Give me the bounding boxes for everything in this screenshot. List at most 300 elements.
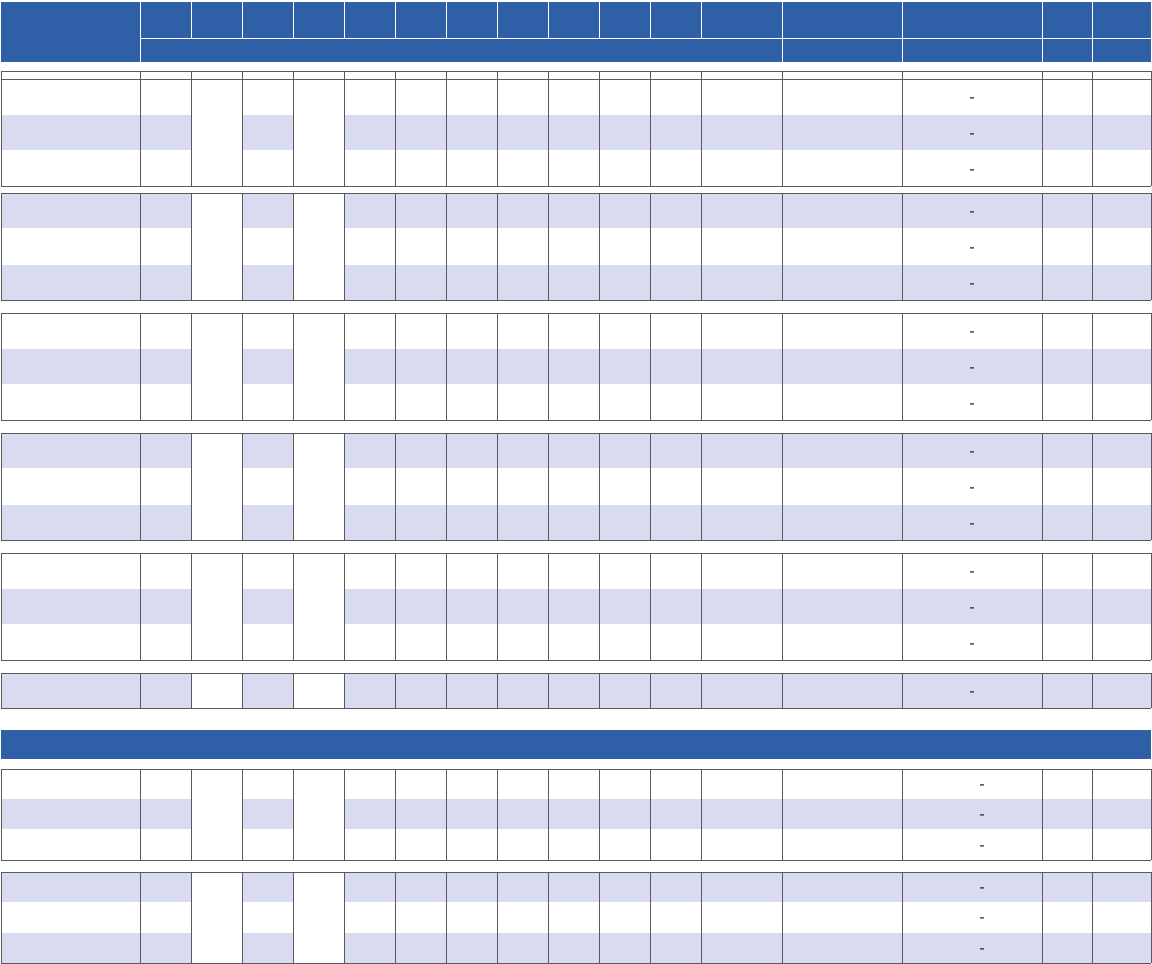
grid-vline: [782, 313, 783, 420]
grid-vline: [1092, 673, 1093, 708]
cell-alpha: [1042, 902, 1092, 932]
cell-l2: [599, 625, 650, 660]
grid-hline: [1, 433, 1151, 434]
cell-de: [446, 313, 497, 348]
cell-l: [548, 505, 599, 540]
cell-h: [242, 433, 293, 468]
grid-vline: [293, 769, 294, 860]
grid-vline: [446, 313, 447, 420]
cell-dinam-c: [782, 872, 842, 902]
header-divider: [242, 2, 243, 38]
grid-vline: [446, 673, 447, 708]
cell-l2: [599, 313, 650, 348]
cell-h: [242, 469, 293, 504]
grid-vline: [1, 553, 2, 660]
grid-vline: [1092, 193, 1093, 300]
cell-l2: [599, 673, 650, 708]
tolerance-d: [191, 313, 242, 420]
cell-lf: [650, 115, 701, 150]
cell-gioco-dash: -: [979, 908, 985, 926]
grid-hline: [1, 540, 1151, 541]
cell-peso: [1092, 872, 1151, 902]
grid-vline: [1092, 872, 1093, 963]
tolerance-d: [191, 79, 242, 300]
cell-m6g: [701, 265, 782, 300]
cell-stat-co: [842, 79, 902, 114]
header-divider: [650, 2, 651, 38]
grid-vline: [446, 433, 447, 540]
grid-hline: [1, 193, 1151, 194]
cell-stat-co: [842, 229, 902, 264]
article-code: [1, 589, 147, 624]
cell-dinam-c: [782, 349, 842, 384]
grid-hline: [1, 300, 1151, 301]
grid-vline: [902, 193, 903, 300]
cell-de: [446, 193, 497, 228]
cell-d: [140, 313, 191, 348]
cell-d1: [344, 313, 395, 348]
cell-gioco-max: [982, 193, 1040, 228]
cell-peso: [1092, 830, 1151, 860]
grid-vline: [548, 553, 549, 660]
cell-l: [548, 799, 599, 829]
cell-h: [242, 830, 293, 860]
cell-lf: [650, 505, 701, 540]
cell-dinam-c: [782, 385, 842, 420]
cell-d1: [344, 349, 395, 384]
grid-hline: [1, 313, 1151, 314]
cell-d1: [344, 625, 395, 660]
cell-h: [242, 115, 293, 150]
cell-gioco-min: [906, 589, 962, 624]
grid-vline: [599, 313, 600, 420]
cell-d1: [344, 872, 395, 902]
cell-stat-co: [842, 933, 902, 963]
cell-alpha: [1042, 933, 1092, 963]
cell-l: [548, 229, 599, 264]
grid-vline: [548, 71, 549, 79]
cell-h1: [497, 933, 548, 963]
cell-de: [446, 151, 497, 186]
cell-gioco-dash: -: [969, 597, 975, 616]
cell-d1: [344, 265, 395, 300]
tolerance-h: [293, 553, 344, 708]
cell-de: [446, 625, 497, 660]
cell-m6g: [701, 553, 782, 588]
header-col-coef: [782, 2, 902, 38]
cell-de: [446, 349, 497, 384]
grid-vline: [599, 553, 600, 660]
cell-gioco-dash: -: [969, 237, 975, 256]
cell-d1: [344, 505, 395, 540]
cell-gioco-min: [906, 385, 962, 420]
cell-m6g: [701, 769, 782, 799]
cell-m6g: [701, 673, 782, 708]
grid-vline: [1042, 872, 1043, 963]
cell-d1: [344, 553, 395, 588]
cell-l2: [599, 469, 650, 504]
cell-h1: [497, 553, 548, 588]
cell-l1: [395, 553, 446, 588]
article-code: [1, 229, 147, 264]
cell-h: [242, 933, 293, 963]
cell-h: [242, 313, 293, 348]
article-code: [1, 313, 147, 348]
cell-dinam-c: [782, 433, 842, 468]
grid-vline: [599, 193, 600, 300]
cell-h1: [497, 589, 548, 624]
cell-h1: [497, 385, 548, 420]
cell-m6g: [701, 349, 782, 384]
grid-hline: [1, 660, 1151, 661]
grid-vline: [446, 71, 447, 79]
header-col-l2: [599, 2, 650, 38]
header-unit-mm: [140, 38, 782, 62]
grid-hline: [1, 71, 1151, 72]
cell-h: [242, 553, 293, 588]
grid-vline: [782, 872, 783, 963]
cell-gioco-max: [982, 385, 1040, 420]
cell-l2: [599, 193, 650, 228]
cell-lf: [650, 313, 701, 348]
grid-vline: [1092, 433, 1093, 540]
grid-vline: [902, 313, 903, 420]
cell-l1: [395, 589, 446, 624]
grid-vline: [293, 193, 294, 300]
cell-h: [242, 505, 293, 540]
grid-vline: [1, 769, 2, 860]
cell-l1: [395, 830, 446, 860]
cell-alpha: [1042, 469, 1092, 504]
cell-l: [548, 625, 599, 660]
grid-vline: [1, 79, 2, 186]
cell-peso: [1092, 151, 1151, 186]
cell-gioco-dash: -: [979, 939, 985, 957]
cell-stat-co: [842, 193, 902, 228]
grid-vline: [650, 71, 651, 79]
cell-h1: [497, 349, 548, 384]
header-col-d: [140, 2, 191, 38]
grid-vline: [701, 553, 702, 660]
cell-m6g: [701, 799, 782, 829]
cell-l: [548, 553, 599, 588]
cell-d1: [344, 673, 395, 708]
article-code: [1, 933, 147, 963]
grid-vline: [293, 79, 294, 186]
cell-d: [140, 193, 191, 228]
header-divider: [1042, 38, 1043, 62]
cell-l: [548, 349, 599, 384]
grid-vline: [140, 193, 141, 300]
cell-alpha: [1042, 313, 1092, 348]
cell-gioco-min: [906, 265, 962, 300]
tolerance-h: [293, 769, 344, 860]
cell-dinam-c: [782, 553, 842, 588]
grid-vline: [548, 193, 549, 300]
cell-alpha: [1042, 769, 1092, 799]
cell-gioco-dash: -: [969, 201, 975, 220]
cell-gioco-max: [982, 265, 1040, 300]
cell-gioco-min: [906, 799, 974, 829]
grid-vline: [1042, 673, 1043, 708]
cell-dinam-c: [782, 505, 842, 540]
cell-peso: [1092, 433, 1151, 468]
cell-h: [242, 872, 293, 902]
grid-vline: [497, 313, 498, 420]
header-divider: [701, 2, 702, 38]
cell-dinam-c: [782, 193, 842, 228]
cell-lf: [650, 872, 701, 902]
cell-dinam-c: [782, 151, 842, 186]
cell-dinam-c: [782, 830, 842, 860]
cell-alpha: [1042, 625, 1092, 660]
cell-de: [446, 79, 497, 114]
cell-gioco-max: [982, 553, 1040, 588]
cell-gioco-min: [906, 902, 974, 932]
grid-vline: [701, 313, 702, 420]
cell-d1: [344, 469, 395, 504]
grid-vline: [599, 673, 600, 708]
cell-lf: [650, 193, 701, 228]
cell-alpha: [1042, 433, 1092, 468]
grid-vline: [344, 769, 345, 860]
cell-h1: [497, 769, 548, 799]
cell-l: [548, 193, 599, 228]
grid-vline: [344, 433, 345, 540]
cell-l1: [395, 673, 446, 708]
cell-gioco-dash: -: [979, 836, 985, 854]
cell-peso: [1092, 229, 1151, 264]
header-col-alpha: [1042, 2, 1092, 38]
cell-h1: [497, 229, 548, 264]
header-col-td: [191, 2, 242, 38]
cell-alpha: [1042, 79, 1092, 114]
grid-vline: [650, 872, 651, 963]
cell-d: [140, 469, 191, 504]
grid-vline: [902, 769, 903, 860]
cell-stat-co: [842, 830, 902, 860]
article-code: [1, 769, 147, 799]
cell-l: [548, 872, 599, 902]
grid-vline: [782, 193, 783, 300]
cell-gioco-max: [982, 933, 1040, 963]
header-col-l1: [395, 2, 446, 38]
grid-vline: [395, 673, 396, 708]
grid-vline: [650, 769, 651, 860]
grid-vline: [902, 872, 903, 963]
cell-l1: [395, 151, 446, 186]
grid-vline: [1, 193, 2, 300]
grid-vline: [497, 193, 498, 300]
cell-peso: [1092, 193, 1151, 228]
cell-gioco-min: [906, 769, 974, 799]
cell-m6g: [701, 625, 782, 660]
cell-dinam-c: [782, 115, 842, 150]
cell-de: [446, 673, 497, 708]
grid-vline: [1092, 79, 1093, 186]
cell-peso: [1092, 313, 1151, 348]
cell-peso: [1092, 625, 1151, 660]
article-code: [1, 553, 147, 588]
cell-d1: [344, 433, 395, 468]
cell-l: [548, 265, 599, 300]
cell-lf: [650, 625, 701, 660]
grid-vline: [650, 673, 651, 708]
cell-l1: [395, 79, 446, 114]
cell-gioco-dash: -: [969, 123, 975, 142]
cell-peso: [1092, 799, 1151, 829]
cell-gioco-min: [906, 505, 962, 540]
cell-dinam-c: [782, 229, 842, 264]
grid-vline: [242, 193, 243, 300]
cell-gioco-dash: -: [969, 561, 975, 580]
article-code: [1, 625, 147, 660]
grid-vline: [548, 79, 549, 186]
grid-vline: [395, 553, 396, 660]
cell-gioco-min: [906, 229, 962, 264]
cell-m6g: [701, 830, 782, 860]
cell-lf: [650, 673, 701, 708]
cell-l1: [395, 933, 446, 963]
article-code: [1, 385, 147, 420]
cell-h: [242, 229, 293, 264]
grid-vline: [701, 433, 702, 540]
cell-d1: [344, 229, 395, 264]
cell-l2: [599, 265, 650, 300]
header-col-peso: [1092, 2, 1151, 38]
grid-vline: [1, 872, 2, 963]
cell-l2: [599, 349, 650, 384]
cell-l2: [599, 830, 650, 860]
grid-vline: [902, 433, 903, 540]
grid-vline: [140, 553, 141, 660]
grid-vline: [497, 71, 498, 79]
cell-de: [446, 769, 497, 799]
cell-d: [140, 769, 191, 799]
grid-vline: [1042, 71, 1043, 79]
grid-vline: [902, 673, 903, 708]
cell-peso: [1092, 265, 1151, 300]
article-code: [1, 505, 147, 540]
grid-hline: [1, 708, 1151, 709]
grid-vline: [446, 79, 447, 186]
grid-vline: [140, 673, 141, 708]
cell-de: [446, 933, 497, 963]
grid-vline: [242, 553, 243, 660]
cell-gioco-min: [906, 933, 974, 963]
cell-gioco-max: [982, 349, 1040, 384]
grid-vline: [1092, 71, 1093, 79]
cell-gioco-min: [906, 433, 962, 468]
cell-stat-co: [842, 505, 902, 540]
grid-vline: [782, 673, 783, 708]
article-code: [1, 349, 147, 384]
cell-gioco-max: [982, 769, 1040, 799]
grid-vline: [497, 553, 498, 660]
header-divider: [599, 2, 600, 38]
grid-vline: [191, 193, 192, 300]
grid-vline: [1042, 313, 1043, 420]
grid-vline: [293, 872, 294, 963]
cell-de: [446, 553, 497, 588]
cell-h: [242, 769, 293, 799]
article-code: [1, 673, 147, 708]
cell-lf: [650, 433, 701, 468]
grid-vline: [701, 673, 702, 708]
cell-gioco-dash: -: [979, 878, 985, 896]
cell-lf: [650, 469, 701, 504]
cell-de: [446, 115, 497, 150]
header-divider: [446, 2, 447, 38]
tolerance-d: [191, 769, 242, 860]
grid-vline: [701, 193, 702, 300]
cell-h: [242, 625, 293, 660]
cell-gioco-min: [906, 830, 974, 860]
cell-dinam-c: [782, 625, 842, 660]
cell-lf: [650, 553, 701, 588]
cell-h: [242, 902, 293, 932]
cell-lf: [650, 902, 701, 932]
cell-d1: [344, 115, 395, 150]
cell-d: [140, 933, 191, 963]
grid-vline: [191, 553, 192, 660]
grid-vline: [782, 433, 783, 540]
grid-vline: [902, 79, 903, 186]
grid-vline: [902, 71, 903, 79]
cell-l2: [599, 151, 650, 186]
cell-h1: [497, 151, 548, 186]
cell-gioco-max: [982, 229, 1040, 264]
cell-l1: [395, 313, 446, 348]
grid-vline: [140, 433, 141, 540]
grid-vline: [344, 79, 345, 186]
grid-vline: [548, 433, 549, 540]
cell-l1: [395, 902, 446, 932]
cell-d1: [344, 830, 395, 860]
cell-gioco-max: [982, 313, 1040, 348]
grid-vline: [599, 769, 600, 860]
cell-stat-co: [842, 313, 902, 348]
cell-gioco-min: [906, 349, 962, 384]
article-code: [1, 469, 147, 504]
cell-m6g: [701, 469, 782, 504]
cell-alpha: [1042, 830, 1092, 860]
cell-d: [140, 151, 191, 186]
article-code: [1, 902, 147, 932]
cell-h: [242, 265, 293, 300]
grid-vline: [1042, 433, 1043, 540]
cell-stat-co: [842, 115, 902, 150]
cell-lf: [650, 385, 701, 420]
cell-l: [548, 433, 599, 468]
cell-lf: [650, 589, 701, 624]
cell-de: [446, 902, 497, 932]
header-col-h: [242, 2, 293, 38]
cell-gioco-min: [906, 151, 962, 186]
grid-vline: [548, 769, 549, 860]
grid-vline: [1092, 553, 1093, 660]
cell-h: [242, 193, 293, 228]
cell-gioco-min: [906, 79, 962, 114]
cell-l: [548, 902, 599, 932]
cell-stat-co: [842, 769, 902, 799]
cell-h1: [497, 673, 548, 708]
grid-vline: [191, 769, 192, 860]
grid-vline: [650, 79, 651, 186]
cell-stat-co: [842, 553, 902, 588]
header-divider-h: [140, 38, 1151, 39]
cell-gioco-dash: -: [979, 775, 985, 793]
